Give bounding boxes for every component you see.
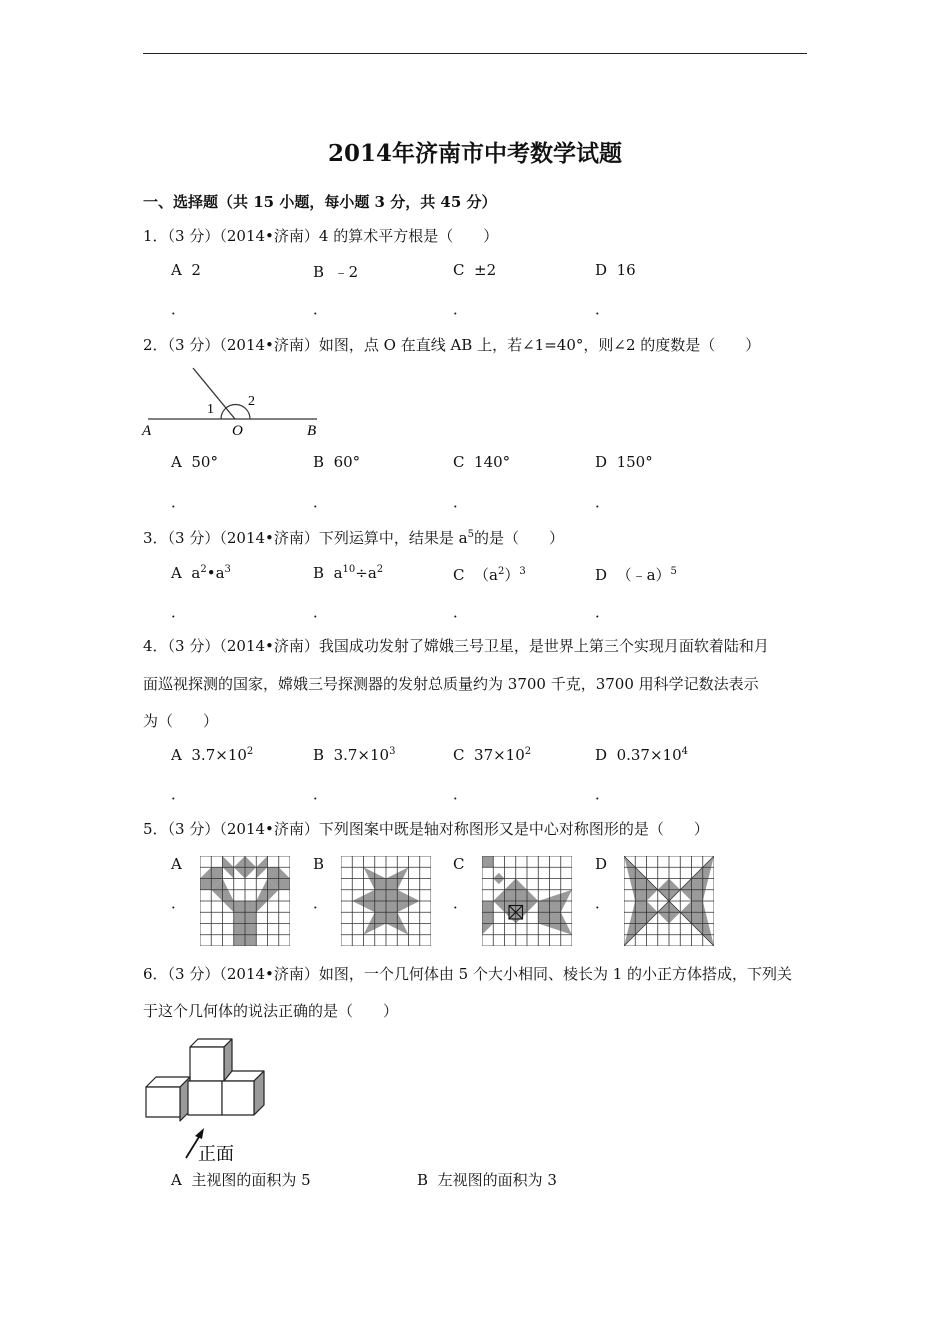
question-4-stem-line-2: 面巡视探测的国家，嫦娥三号探测器的发射总质量约为 3700 千克，3700 用科学记数法表示 — [143, 675, 759, 693]
q4-option-b[interactable]: B $3.7\times 10^3$ — [313, 746, 396, 764]
q6-option-b[interactable]: B 左视图的面积为 3 — [417, 1171, 557, 1189]
q1-option-c[interactable]: C ±2 — [453, 261, 497, 279]
q3-dot-c: ． — [453, 603, 469, 621]
q1-option-a[interactable]: A 2 — [171, 261, 201, 279]
q1-option-d[interactable]: D 16 — [595, 261, 636, 279]
section-heading: 一、选择题（共 15 小题，每小题 3 分，共 45 分） — [143, 193, 497, 211]
q2-option-c[interactable]: C 140° — [453, 453, 511, 471]
q1-option-b[interactable]: B ﹣2 — [313, 263, 359, 281]
q3-dot-d: ． — [595, 603, 611, 621]
q3-dot-b: ． — [313, 603, 329, 621]
q1-dot-b: ． — [313, 300, 329, 318]
q2-angle-figure — [140, 362, 325, 440]
q5-option-b[interactable]: B — [313, 855, 325, 873]
q4-dot-c: ． — [453, 785, 469, 803]
question-4-stem-line-3: 为（ ） — [143, 712, 219, 730]
question-4-stem-line-1: 4．（3 分）（2014•济南）我国成功发射了嫦娥三号卫星，是世界上第三个实现月面软着陆和月 — [143, 637, 769, 655]
q4-dot-b: ． — [313, 785, 329, 803]
question-2-stem: 2．（3 分）（2014•济南）如图，点 O 在直线 AB 上，若∠1=40°，则∠2 的度数是（ ） — [143, 336, 761, 354]
header-rule — [143, 53, 807, 54]
q5-dot-b: ． — [313, 894, 329, 912]
pattern-a-figure[interactable] — [200, 856, 290, 946]
question-5-stem: 5．（3 分）（2014•济南）下列图案中既是轴对称图形又是中心对称图形的是（ ） — [143, 820, 709, 838]
q4-dot-a: ． — [171, 785, 187, 803]
q5-option-c[interactable]: C — [453, 855, 465, 873]
question-6-stem-line-1: 6．（3 分）（2014•济南）如图，一个几何体由 5 个大小相同、棱长为 1 的小正方体搭成，下列关 — [143, 965, 793, 983]
pattern-b-figure[interactable] — [341, 856, 431, 946]
q4-option-c[interactable]: C $37\times 10^2$ — [453, 746, 532, 764]
q5-dot-d: ． — [595, 894, 611, 912]
q3-option-b[interactable]: B $a^{10}\div a^2$ — [313, 564, 384, 582]
q5-dot-a: ． — [171, 894, 187, 912]
q1-dot-a: ． — [171, 300, 187, 318]
front-view-label: 正面 — [198, 1144, 234, 1161]
q1-dot-c: ． — [453, 300, 469, 318]
label-a: A — [142, 423, 152, 439]
label-angle-2: 2 — [248, 394, 255, 409]
q2-option-a[interactable]: A 50° — [171, 453, 218, 471]
label-angle-1: 1 — [207, 402, 214, 417]
question-1-stem: 1．（3 分）（2014•济南）4 的算术平方根是（ ） — [143, 227, 499, 245]
q4-dot-d: ． — [595, 785, 611, 803]
question-3-stem: 3．（3 分）（2014•济南）下列运算中，结果是 $a^5$的是（ ） — [143, 529, 564, 547]
q2-dot-d: ． — [595, 493, 611, 511]
q5-option-a[interactable]: A — [171, 855, 182, 873]
q2-dot-a: ． — [171, 493, 187, 511]
q2-dot-b: ． — [313, 493, 329, 511]
q2-dot-c: ． — [453, 493, 469, 511]
page-title: 2014年济南市中考数学试题 — [327, 140, 622, 167]
q3-option-c[interactable]: C $(a^2)^3$ — [453, 566, 526, 584]
q2-option-b[interactable]: B 60° — [313, 453, 361, 471]
q3-option-a[interactable]: A $a^2•a^3$ — [171, 564, 231, 582]
q5-option-d[interactable]: D — [595, 855, 608, 873]
question-6-stem-line-2: 于这个几何体的说法正确的是（ ） — [143, 1002, 399, 1020]
q6-cubes-figure — [140, 1036, 275, 1161]
q6-option-a[interactable]: A 主视图的面积为 5 — [171, 1171, 311, 1189]
q2-option-d[interactable]: D 150° — [595, 453, 653, 471]
q3-option-d[interactable]: D （﹣a）$^5$ — [595, 566, 677, 584]
q4-option-a[interactable]: A $3.7\times 10^2$ — [171, 746, 254, 764]
pattern-d-figure[interactable] — [624, 856, 714, 946]
q4-option-d[interactable]: D $0.37\times 10^4$ — [595, 746, 689, 764]
q1-dot-d: ． — [595, 300, 611, 318]
pattern-c-figure[interactable] — [482, 856, 572, 946]
q5-dot-c: ． — [453, 894, 469, 912]
q3-dot-a: ． — [171, 603, 187, 621]
label-b: B — [307, 423, 317, 439]
label-o: O — [232, 423, 243, 439]
